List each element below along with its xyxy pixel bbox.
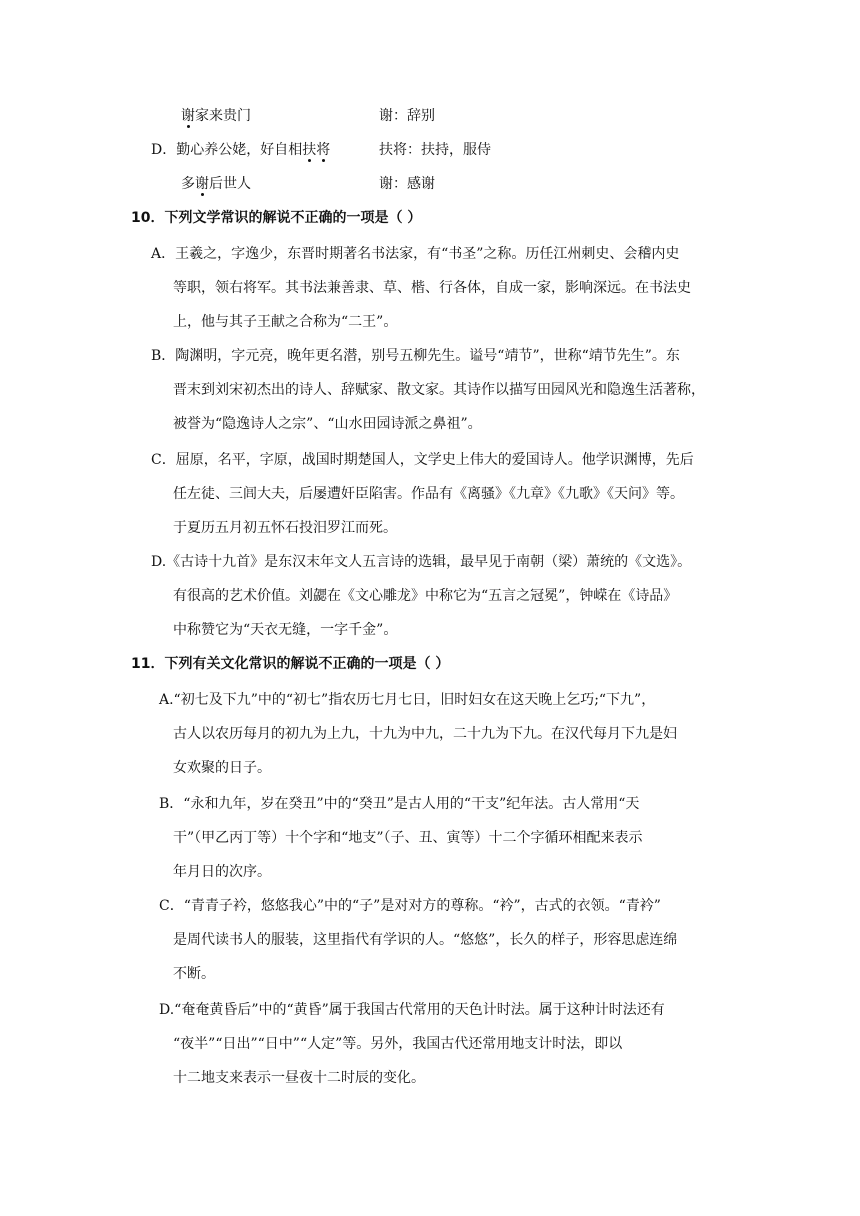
option-line: 中称赞它为“天衣无缝，一字千金”。 [173, 622, 398, 638]
option-line: 等职，领右将军。其书法兼善隶、草、楷、行各体，自成一家，影响深远。在书法史 [173, 280, 691, 296]
option-line: 古人以农历每月的初九为上九，十九为中九，二十九为下九。在汉代每月下九是妇 [173, 726, 677, 742]
option-line: D.“奄奄黄昏后”中的“黄昏”属于我国古代常用的天色计时法。属于这种计时法还有 [159, 1002, 665, 1018]
option-line: 十二地支来表示一昼夜十二时辰的变化。 [173, 1070, 425, 1086]
q9-row2-right: 扶将：扶持，服侍 [379, 142, 491, 158]
option-line: 是周代读书人的服装，这里指代有学识的人。“悠悠”，长久的样子，形容思虑连绵 [173, 932, 678, 948]
option-line: 女欢聚的日子。 [173, 760, 271, 776]
emphasis-dot: 扶 [302, 142, 317, 158]
emphasis-dot: 将 [316, 142, 331, 158]
option-line: 年月日的次序。 [173, 864, 271, 880]
option-line: B．陶渊明，字元亮，晚年更名潜，别号五柳先生。谥号“靖节”，世称“靖节先生”。东 [151, 348, 680, 364]
q9-row3-left: 多谢后世人 [181, 176, 251, 192]
q9-row3-right: 谢：感谢 [379, 176, 435, 192]
option-line: C．屈原，名平，字原，战国时期楚国人，文学史上伟大的爱国诗人。他学识渊博，先后 [151, 452, 694, 468]
q9-row1-right: 谢：辞别 [379, 108, 435, 124]
question-11-title: 11．下列有关文化常识的解说不正确的一项是（ ） [131, 656, 450, 672]
option-line: 上，他与其子王献之合称为“二王”。 [173, 314, 398, 330]
option-line: C．“青青子衿，悠悠我心”中的“子”是对对方的尊称。“衿”，古式的衣领。“青衿” [159, 898, 661, 914]
option-line: D.《古诗十九首》是东汉末年文人五言诗的选辑，最早见于南朝（梁）萧统的《文选》。 [151, 554, 692, 570]
option-line: B．“永和九年，岁在癸丑”中的“癸丑”是古人用的“干支”纪年法。古人常用“天 [159, 796, 640, 812]
q9-row1-left: 谢家来贵门 [181, 108, 251, 124]
option-line: 任左徒、三闾大夫，后屡遭奸臣陷害。作品有《离骚》《九章》《九歌》《天问》等。 [173, 486, 684, 502]
option-line: 有很高的艺术价值。刘勰在《文心雕龙》中称它为“五言之冠冕”，钟嵘在《诗品》 [173, 588, 678, 604]
option-line: A．王羲之，字逸少，东晋时期著名书法家，有“书圣”之称。历任江州刺史、会稽内史 [151, 246, 680, 262]
option-line: A.“初七及下九”中的“初七”指农历七月七日，旧时妇女在这天晚上乞巧;“下九”， [159, 692, 656, 708]
option-line: 于夏历五月初五怀石投汨罗江而死。 [173, 520, 397, 536]
emphasis-dot: 谢 [181, 108, 195, 124]
question-10-title: 10．下列文学常识的解说不正确的一项是（ ） [131, 210, 422, 226]
option-line: 不断。 [173, 966, 215, 982]
option-line: 晋末到刘宋初杰出的诗人、辞赋家、散文家。其诗作以描写田园风光和隐逸生活著称， [173, 382, 705, 398]
option-line: 被誉为“隐逸诗人之宗”、“山水田园诗派之鼻祖”。 [173, 416, 482, 432]
emphasis-dot: 谢 [195, 176, 209, 192]
q9-row2-left: D．勤心养公姥，好自相扶将 [151, 142, 331, 158]
option-line: 干”（甲乙丙丁等）十个字和“地支”（子、丑、寅等）十二个字循环相配来表示 [173, 830, 643, 846]
option-line: “夜半”“日出”“日中”“人定”等。另外，我国古代还常用地支计时法，即以 [173, 1036, 623, 1052]
